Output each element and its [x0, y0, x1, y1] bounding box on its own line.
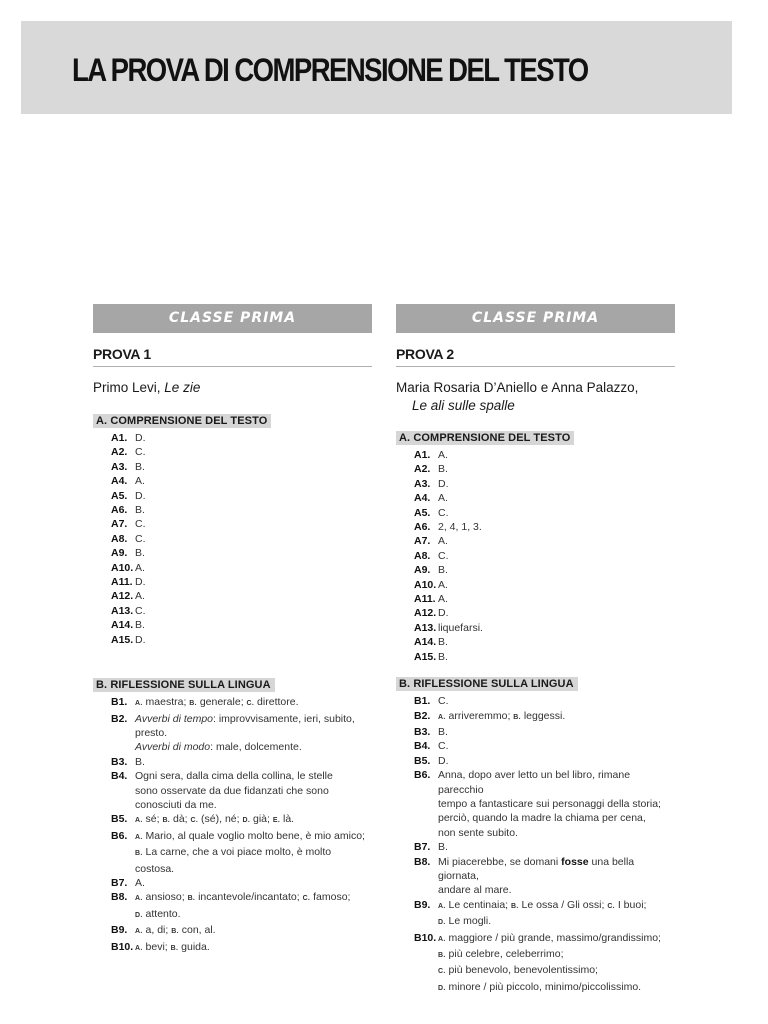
answer-text: conosciuti da me. [135, 798, 217, 811]
answer-text: presto. [135, 726, 168, 739]
author-line [396, 379, 675, 415]
option-letter: A. [135, 817, 143, 825]
answer-key: A7. [111, 518, 128, 531]
option-letter: D. [135, 911, 143, 919]
option-letter: A. [438, 902, 446, 910]
answer-item [396, 621, 675, 635]
answer-text: D. [438, 754, 449, 767]
answer-text: A. [438, 593, 448, 606]
answer-item [396, 898, 675, 931]
answer-text: Ogni sera, dalla cima della collina, le stelle [135, 770, 333, 783]
answer-key: A6. [111, 504, 128, 517]
answer-text: A. [135, 876, 145, 889]
answer-item [93, 460, 372, 474]
option-text: minore / più piccolo, minimo/piccolissimo. [445, 980, 642, 993]
answer-list-b [93, 695, 372, 956]
option-letter: E. [272, 817, 281, 825]
answer-list-b [396, 694, 675, 996]
answer-key: B9. [414, 898, 431, 911]
answer-text: A. [438, 449, 448, 461]
answer-item [396, 448, 675, 462]
answer-item [396, 739, 675, 753]
option-text: direttore. [254, 696, 299, 709]
answer-item [93, 812, 372, 828]
section-b-label: B. RIFLESSIONE SULLA LINGUA [93, 678, 275, 692]
work-title: Le ali sulle spalle [412, 398, 515, 413]
answer-item [396, 491, 675, 505]
answer-text: B. [135, 460, 145, 473]
author-line [93, 379, 372, 397]
answer-text: C. [438, 740, 449, 753]
answer-key: A3. [414, 477, 431, 490]
option-letter: B. [511, 902, 519, 910]
answer-key: A10. [111, 561, 134, 574]
section-a-label: A. COMPRENSIONE DEL TESTO [396, 431, 574, 445]
answer-text: Anna, dopo aver letto un bel libro, rimane parecchio [438, 769, 631, 796]
answer-list-a [93, 431, 372, 647]
answer-key: B5. [414, 754, 431, 767]
answer-text: D. [438, 607, 449, 620]
answer-text: B. [438, 636, 448, 649]
option-text: a, di; [142, 924, 172, 937]
option-letter: B. [170, 944, 179, 952]
option-letter: B. [513, 713, 521, 721]
answer-text: B. [135, 504, 145, 517]
option-text: maestra; [142, 696, 190, 709]
answer-key: A11. [111, 576, 133, 589]
answer-key: B3. [111, 755, 128, 768]
answer-item [93, 503, 372, 517]
option-text: leggessi. [520, 709, 566, 722]
answer-item [93, 755, 372, 769]
answer-text: C. [438, 549, 449, 562]
answer-item [93, 517, 372, 531]
answer-item [396, 694, 675, 708]
answer-item [93, 712, 372, 755]
answer-text: andare al mare. [438, 884, 512, 897]
option-text: bevi; [142, 940, 171, 953]
answer-key: A8. [414, 549, 431, 562]
answer-item [93, 940, 372, 956]
option-text: più celebre, celeberrimo; [445, 948, 564, 960]
answer-key: A12. [414, 607, 437, 620]
option-letter: D. [438, 919, 446, 927]
option-text: dà; [170, 813, 191, 826]
answer-text: B. [438, 463, 448, 476]
answer-text: A. [135, 475, 145, 488]
answer-text: B. [438, 725, 448, 738]
answer-key: B6. [414, 769, 431, 782]
answer-text: B. [135, 547, 145, 560]
section-b-label: B. RIFLESSIONE SULLA LINGUA [396, 677, 578, 691]
answer-key: A11. [414, 593, 436, 606]
answer-item [93, 489, 372, 503]
answer-key: B5. [111, 813, 128, 826]
answer-list-a [396, 448, 675, 664]
answer-text: A. [135, 590, 145, 603]
answer-text: perciò, quando la madre la chiama per cena, [438, 812, 646, 825]
option-text: Mario, al quale voglio molto bene, è mio amico; [142, 829, 365, 842]
option-letter: B. [171, 928, 179, 936]
option-letter: C. [438, 968, 446, 976]
answer-text: C. [135, 532, 146, 545]
answer-item [93, 575, 372, 589]
option-letter: D. [438, 984, 446, 992]
answer-item [93, 618, 372, 632]
option-text: con, al. [178, 924, 216, 937]
answer-key: A8. [111, 532, 128, 545]
option-letter: B. [162, 817, 171, 825]
option-letter: B. [438, 952, 446, 959]
answer-text: A. [438, 492, 448, 505]
answer-item [93, 829, 372, 876]
answer-text: D. [135, 432, 146, 444]
answer-key: B4. [111, 770, 128, 783]
prova-heading: PROVA 1 [93, 346, 372, 367]
option-text: Le mogli. [445, 915, 492, 928]
answer-text: C. [135, 604, 146, 617]
answer-key: A1. [111, 432, 128, 444]
answer-key: A15. [414, 650, 437, 663]
answer-text: liquefarsi. [438, 621, 483, 634]
answer-text: A. [438, 535, 448, 548]
answer-item [396, 592, 675, 606]
option-letter: C. [246, 700, 255, 708]
answer-key: A4. [414, 492, 431, 505]
prova-heading: PROVA 2 [396, 346, 675, 367]
work-title: Le zie [164, 380, 201, 395]
author-name: Primo Levi, [93, 380, 161, 395]
answer-text: : improvvisamente, ieri, subito, [213, 712, 355, 725]
option-text: là. [280, 813, 295, 826]
option-text: più benevolo, benevolentissimo; [445, 964, 598, 977]
answer-key: B8. [111, 891, 128, 904]
section-a-label: A. COMPRENSIONE DEL TESTO [93, 414, 271, 428]
answer-key: B9. [111, 924, 128, 937]
answer-key: B3. [414, 725, 431, 738]
option-text: Le ossa / Gli ossi; [518, 898, 608, 911]
answer-text: C. [438, 506, 449, 519]
answer-item [93, 695, 372, 711]
class-label-bar: CLASSE PRIMA [396, 304, 675, 333]
answer-item [93, 890, 372, 923]
answer-key: A5. [111, 489, 128, 502]
option-text: ansioso; [142, 891, 188, 904]
answer-key: A5. [414, 506, 431, 519]
answer-key: B2. [414, 709, 431, 722]
option-text: I buoi; [614, 898, 647, 911]
answer-key: A15. [111, 633, 134, 646]
answer-item [93, 474, 372, 488]
column-prova-2 [396, 304, 675, 996]
option-letter: A. [438, 713, 446, 721]
answer-key: B7. [414, 841, 431, 854]
answer-text: una bella giornata, [438, 855, 635, 882]
answer-key: A9. [414, 564, 431, 577]
answer-item [396, 578, 675, 592]
answer-text: Mi piacerebbe, se domani [438, 855, 562, 868]
option-letter: C. [190, 817, 199, 825]
answer-key: A13. [111, 604, 134, 617]
answer-text: C. [135, 518, 146, 531]
answer-key: A3. [111, 460, 128, 473]
answer-item [396, 477, 675, 491]
answer-text: D. [438, 477, 449, 490]
answer-item [396, 754, 675, 768]
answer-text: B. [438, 650, 448, 663]
answer-key: A2. [111, 446, 128, 459]
page-title: LA PROVA DI COMPRENSIONE DEL TESTO [72, 52, 588, 88]
answer-item [93, 546, 372, 560]
answer-text: sono osservate da due fidanzati che sono [135, 784, 329, 797]
answer-text: D. [135, 489, 146, 502]
answer-text: non sente subito. [438, 826, 518, 839]
adverb-type: Avverbi di modo [135, 741, 211, 754]
answer-item [396, 840, 675, 854]
option-text: (sé), né; [198, 813, 243, 826]
option-text: già; [250, 813, 273, 826]
option-letter: A. [135, 928, 143, 936]
answer-key: A4. [111, 475, 128, 488]
answer-item [396, 549, 675, 563]
answer-item [396, 506, 675, 520]
answer-item [93, 769, 372, 812]
answer-item [93, 561, 372, 575]
option-text: guida. [178, 940, 210, 953]
answer-text: D. [135, 576, 146, 589]
highlighted-word: fosse [561, 855, 589, 868]
answer-item [93, 633, 372, 647]
answer-key: B10. [414, 931, 437, 944]
answer-key: A14. [111, 619, 134, 632]
answer-item [396, 462, 675, 476]
answer-item [396, 855, 675, 898]
option-text: maggiore / più grande, massimo/grandissimo; [445, 931, 661, 944]
option-letter: B. [187, 895, 196, 903]
answer-key: B7. [111, 876, 128, 889]
answer-text: D. [135, 633, 146, 646]
option-letter: D. [242, 817, 251, 825]
answer-item [93, 589, 372, 603]
answer-key: B2. [111, 712, 128, 725]
option-letter: A. [135, 895, 143, 903]
option-letter: C. [302, 895, 311, 903]
answer-text: B. [135, 755, 145, 768]
answer-item [93, 604, 372, 618]
answer-item [396, 709, 675, 725]
answer-key: B10. [111, 940, 134, 953]
answer-key: B6. [111, 829, 128, 842]
answer-item [396, 768, 675, 840]
option-text: famoso; [310, 891, 351, 904]
option-text: La carne, che a voi piace molto, è molto costosa. [135, 846, 332, 875]
option-text: arriveremmo; [445, 709, 514, 722]
option-text: Le centinaia; [445, 898, 511, 911]
option-letter: A. [135, 700, 143, 708]
answer-item [396, 725, 675, 739]
answer-key: A1. [414, 449, 431, 461]
answer-key: A10. [414, 578, 437, 591]
option-letter: A. [135, 944, 143, 952]
answer-text: C. [438, 695, 449, 708]
answer-text: C. [135, 446, 146, 459]
answer-item [396, 931, 675, 997]
answer-key: B4. [414, 740, 431, 753]
answer-item [93, 532, 372, 546]
answer-key: B8. [414, 855, 431, 868]
option-letter: B. [189, 700, 197, 708]
option-text: sé; [142, 813, 163, 826]
answer-key: B1. [414, 695, 431, 708]
author-name: Maria Rosaria D’Aniello e Anna Palazzo, [396, 380, 639, 395]
answer-key: A13. [414, 621, 437, 634]
answer-item [93, 445, 372, 459]
option-text: incantevole/incantato; [195, 891, 303, 904]
adverb-type: Avverbi di tempo [135, 712, 214, 725]
answer-text: : male, dolcemente. [210, 741, 302, 754]
answer-item [93, 431, 372, 445]
answer-item [396, 563, 675, 577]
answer-text: 2, 4, 1, 3. [438, 521, 482, 534]
answer-key: A14. [414, 636, 437, 649]
answer-item [93, 923, 372, 939]
answer-key: A6. [414, 521, 431, 534]
answer-text: A. [438, 578, 448, 591]
answer-text: B. [438, 841, 448, 854]
answer-key: B1. [111, 696, 128, 709]
answer-item [396, 650, 675, 664]
answer-text: tempo a fantasticare sui personaggi della storia; [438, 797, 661, 810]
answer-key: A9. [111, 547, 128, 560]
option-letter: C. [607, 902, 615, 910]
answer-item [396, 635, 675, 649]
option-text: generale; [196, 696, 247, 709]
option-letter: A. [438, 935, 446, 943]
option-letter: A. [135, 833, 143, 841]
class-label-bar: CLASSE PRIMA [93, 304, 372, 333]
answer-item [93, 876, 372, 890]
option-letter: B. [135, 850, 143, 858]
answer-key: A12. [111, 590, 134, 603]
answer-item [396, 520, 675, 534]
answer-item [396, 534, 675, 548]
column-prova-1 [93, 304, 372, 956]
answer-text: B. [135, 619, 145, 632]
answer-key: A2. [414, 463, 431, 476]
answer-item [396, 606, 675, 620]
answer-text: A. [135, 561, 145, 574]
answer-key: A7. [414, 535, 431, 548]
option-text: attento. [142, 907, 181, 920]
answer-text: B. [438, 564, 448, 577]
